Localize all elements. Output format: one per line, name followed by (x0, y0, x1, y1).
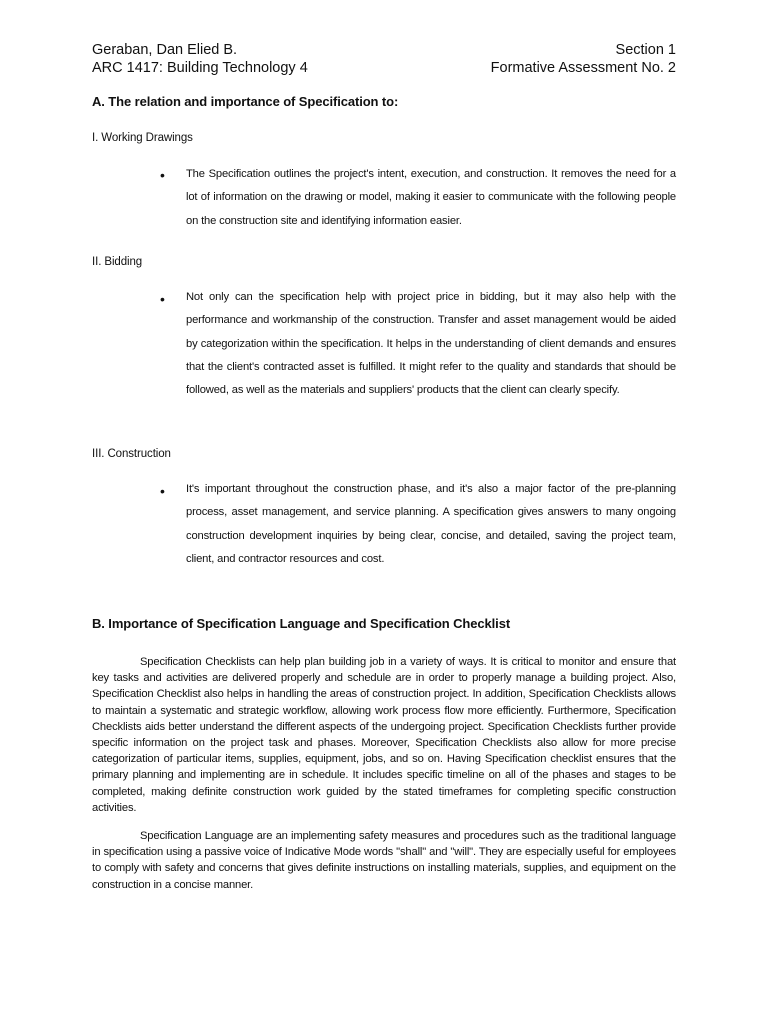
header-row-1 (92, 41, 676, 59)
page-header (92, 41, 676, 77)
course-title: ARC 1417: Building Technology 4 (92, 60, 308, 76)
bullet-icon: • (160, 483, 165, 499)
header-row-2 (92, 59, 676, 77)
item-label-working-drawings: I. Working Drawings (92, 132, 193, 144)
bullet-icon: • (160, 167, 165, 183)
section-a-heading: A. The relation and importance of Specification to: (92, 94, 399, 109)
item-label-construction: III. Construction (92, 448, 171, 460)
paragraph-checklist: Specification Checklists can help plan building job in a variety of ways. It is critical to monitor and ensure that key tasks and activities are delivered properly and schedule are in order to properly manage a building project. Also, Specification Checklist also helps in handling the areas of construction project. In addition, Specification Checklists allows to maintain a systematic and strategic workflow, allowing work process flow more efficiently. Furthermore, Specification Checklists aids better understand the different aspects of the undergoing project. Specification Checklists further provide specific information on the project task and phases. Moreover, Specification Checklists also allow for more precise categorization of particular items, supplies, equipment, jobs, and so on. Having Specification checklist ensures that the primary planning and implementing are in schedule. It includes specific timeline on all of the phases and stages to be completed, making definite construction work guided by the stated timeframes for completing specific construction activities. (92, 656, 676, 814)
section-b-heading: B. Importance of Specification Language and Specification Checklist (92, 616, 511, 631)
bullet-text-working-drawings: The Specification outlines the project's intent, execution, and construction. It removes the need for a lot of information on the drawing or model, making it easier to communicate with the following people on the construction site and identifying information easier. (186, 168, 676, 227)
bullet-text-bidding: Not only can the specification help with project price in bidding, but it may also help with the performance and workmanship of the construction. Transfer and asset management would be aided by categorization within the specification. It helps in the understanding of client demands and ensures that the client's contracted asset is fulfilled. It might refer to the quality and standards that should be followed, as well as the materials and suppliers' products that the client can clearly specify. (186, 291, 676, 397)
author-name: Geraban, Dan Elied B. (92, 42, 238, 58)
bullet-icon: • (160, 291, 165, 307)
paragraph-language: Specification Language are an implementing safety measures and procedures such as the traditional language in specification using a passive voice of Indicative Mode words "shall" and "will". They are especially useful for employees to comply with safety and concerns that gives definite instructions on installing materials, supplies, and equipment on the construction in a concise manner. (92, 830, 676, 891)
assessment-title: Formative Assessment No. 2 (490, 60, 676, 76)
item-label-bidding: II. Bidding (92, 256, 143, 268)
section-label: Section 1 (615, 42, 676, 58)
bullet-text-construction: It's important throughout the construction phase, and it's also a major factor of the pre-planning process, asset management, and service planning. A specification gives answers to many ongoing construction development inquiries by being clear, concise, and detailed, saving the project team, client, and contractor resources and cost. (186, 483, 676, 565)
